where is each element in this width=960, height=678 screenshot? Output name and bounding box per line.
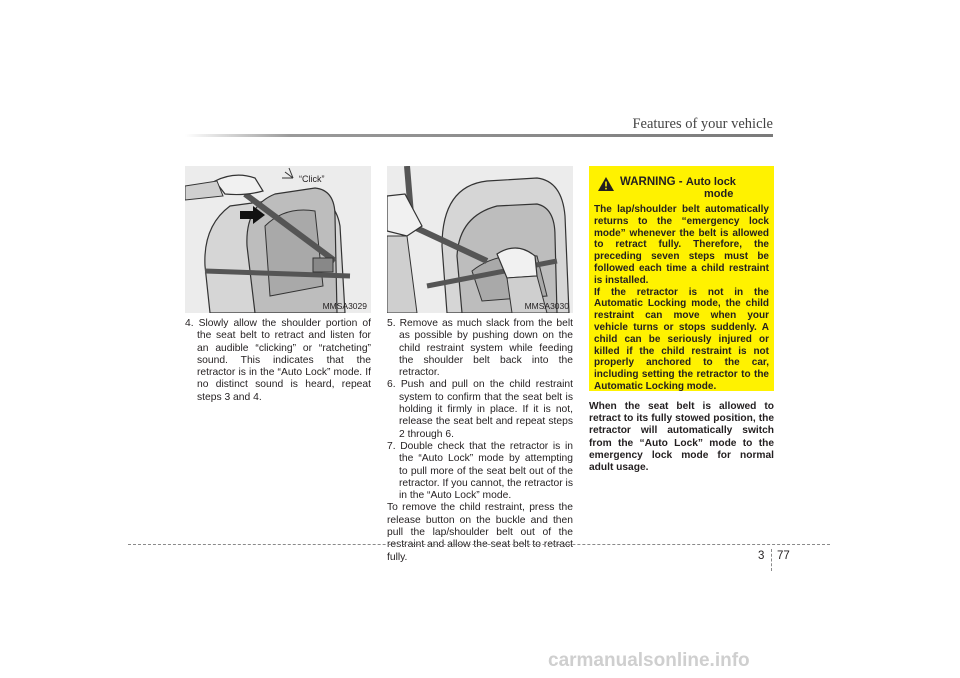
click-callout: “Click”: [299, 174, 325, 184]
step-4: 4. Slowly allow the shoulder portion of the seat belt to retract and listen for an audible “clicking” or “ratcheting” sound. This indicates that the retractor is in the “Auto Lock” mode. If no distinct sound is heard, repeat steps 3 and 4.: [185, 318, 371, 403]
warning-heading: [594, 174, 769, 204]
figure-code: MMSA3029: [322, 301, 367, 311]
warning-label: WARNING - Auto lock: [620, 176, 736, 188]
warning-title-mode: mode: [704, 188, 734, 200]
page-number: 77: [777, 550, 790, 562]
watermark: carmanualsonline.info: [548, 650, 750, 671]
column-1-text: [185, 318, 371, 404]
header-rule: [185, 134, 773, 137]
stowed-position-note: When the seat belt is allowed to retract to its fully stowed position, the retractor will automatically switch from the “Auto Lock” mode to the emergency lock mode for normal adult usage.: [589, 401, 774, 474]
page-header-title: Features of your vehicle: [632, 116, 773, 132]
step-6: 6. Push and pull on the child restraint system to confirm that the seat belt is holding it firmly in place. If it is not, release the seat belt and repeat steps 2 through 6.: [387, 379, 573, 440]
child-seat-illustration-1: [185, 166, 371, 313]
removal-paragraph: To remove the child restraint, press the release button on the buckle and then pull the lap/shoulder belt out of the restraint and allow the seat belt to retract fully.: [387, 502, 574, 563]
footer-separator: [771, 549, 772, 571]
column-2-text: [387, 318, 573, 564]
footer-rule: [128, 544, 830, 545]
warning-box: [589, 166, 774, 391]
warning-paragraph-2: If the retractor is not in the Automatic Locking mode, the child restraint can move when your vehicle turns or stops suddenly. A child can be seriously injured or killed if the child restraint is not properly anchored to the car, including setting the retractor to the Automatic Locking mode.: [594, 286, 769, 392]
step-7: 7. Double check that the retractor is in the “Auto Lock” mode by attempting to pull more of the seat belt out of the retractor. If you cannot, the retractor is in the “Auto Lock” mode.: [387, 440, 573, 502]
figure-seatbelt-retract: [185, 166, 371, 313]
figure-code: MMSA3030: [524, 301, 569, 311]
chapter-number: 3: [758, 550, 765, 562]
warning-paragraph-1: The lap/shoulder belt automatically returns to the “emergency lock mode” whenever the belt is allowed to retract fully. Therefore, the preceding seven steps must be followed each time a child restraint is installed.: [594, 204, 769, 286]
figure-remove-slack: [387, 166, 573, 313]
child-seat-illustration-2: [387, 166, 573, 313]
step-5: 5. Remove as much slack from the belt as possible by pushing down on the child restraint system while feeding the shoulder belt back into the retractor.: [387, 318, 573, 379]
warning-triangle-icon: [598, 177, 614, 191]
